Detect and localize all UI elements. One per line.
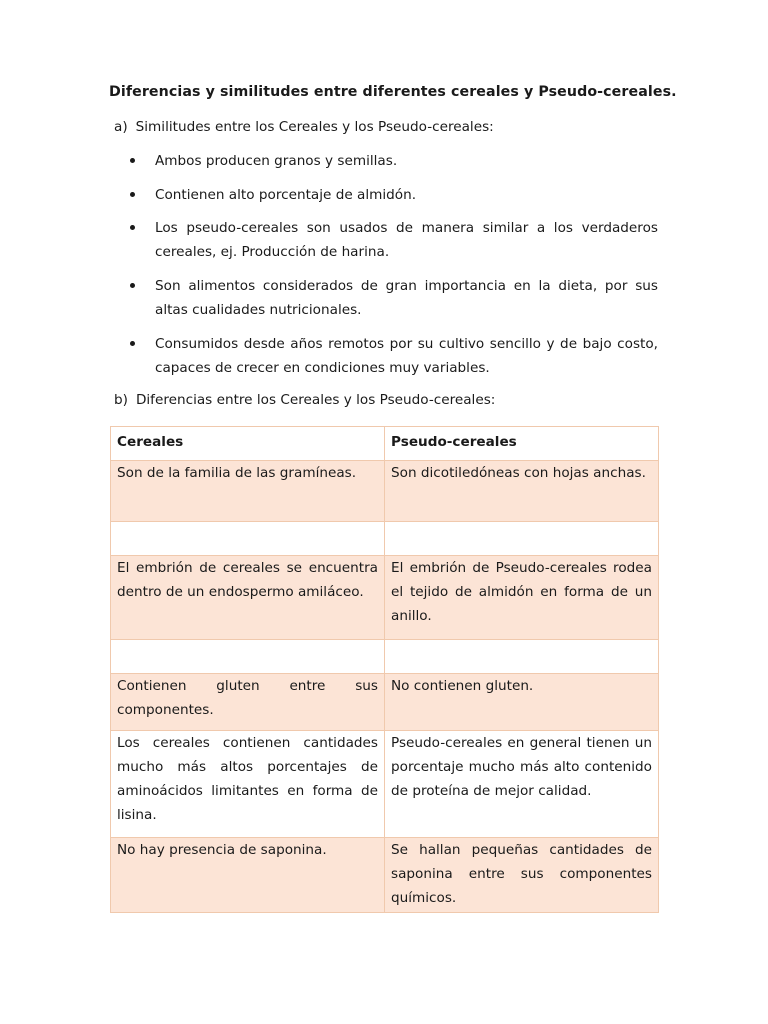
section-a-heading-text: Similitudes entre los Cereales y los Pseudo-cereales: [135,119,494,135]
table-trailing-border [110,912,135,913]
table-cell: Son de la familia de las gramíneas. [111,461,385,522]
list-item [130,149,658,173]
table-cell: Son dicotiledóneas con hojas anchas. [385,461,659,522]
section-a-marker: a) [114,119,128,135]
table-row [111,838,659,913]
table-cell: El embrión de cereales se encuentra dentro de un endospermo amiláceo. [111,556,385,640]
table-cell: Pseudo-cereales en general tienen un porcentaje mucho más alto contenido de proteína de mejor calidad. [385,731,659,838]
column-header-pseudo-cereales: Pseudo-cereales [385,427,659,461]
list-item-text: Consumidos desde años remotos por su cultivo sencillo y de bajo costo, capaces de crecer en condiciones muy variables. [155,336,658,376]
list-item [130,274,658,322]
table-row [111,556,659,640]
section-b-heading [114,392,495,408]
bullet-icon [130,341,135,346]
table-row [111,461,659,522]
table-cell: El embrión de Pseudo-cereales rodea el tejido de almidón en forma de un anillo. [385,556,659,640]
list-item-text: Son alimentos considerados de gran importancia en la dieta, por sus altas cualidades nutricionales. [155,278,658,318]
bullet-icon [130,192,135,197]
list-item-text: Contienen alto porcentaje de almidón. [155,187,417,203]
list-item [130,332,658,380]
table-cell [111,640,385,674]
table-row [111,674,659,731]
table-header-row [111,427,659,461]
list-item-text: Los pseudo-cereales son usados de manera similar a los verdaderos cereales, ej. Producción de harina. [155,220,658,260]
list-item [130,216,658,264]
list-item-text: Ambos producen granos y semillas. [155,153,398,169]
table-cell: Los cereales contienen cantidades mucho más altos porcentajes de aminoácidos limitantes en forma de lisina. [111,731,385,838]
list-item [130,183,658,207]
table-cell: Contienen gluten entre sus componentes. [111,674,385,731]
table-cell [385,522,659,556]
column-header-cereales: Cereales [111,427,385,461]
table-row [111,640,659,674]
table-cell [111,522,385,556]
bullet-icon [130,158,135,163]
table-cell: Se hallan pequeñas cantidades de saponina entre sus componentes químicos. [385,838,659,913]
table-row [111,731,659,838]
bullet-icon [130,283,135,288]
section-b-marker: b) [114,392,128,408]
section-b-heading-text: Diferencias entre los Cereales y los Pseudo-cereales: [135,392,496,408]
document-title: Diferencias y similitudes entre diferentes cereales y Pseudo-cereales. [109,84,677,100]
bullet-icon [130,225,135,230]
table-cell: No contienen gluten. [385,674,659,731]
table-row [111,522,659,556]
section-a-heading [114,119,494,135]
table-cell: No hay presencia de saponina. [111,838,385,913]
table-cell [385,640,659,674]
comparison-table [110,426,659,913]
